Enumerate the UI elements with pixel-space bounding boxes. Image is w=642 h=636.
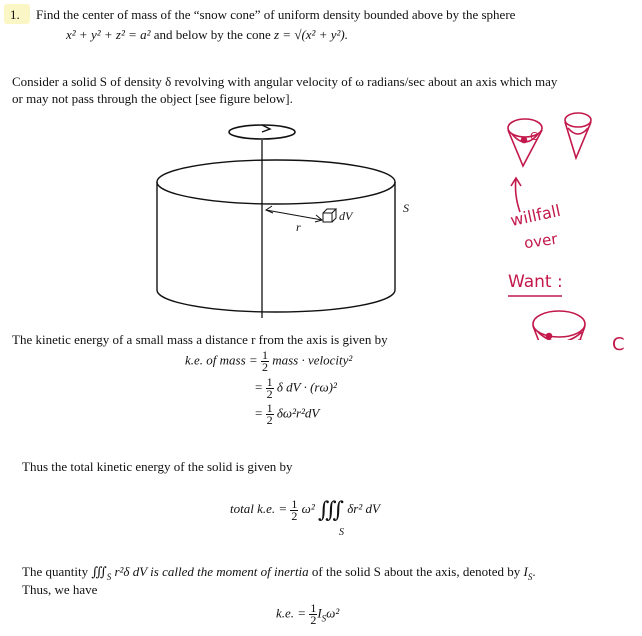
annotation-want: Want : [508, 272, 563, 292]
mass-velocity: mass · velocity² [272, 352, 353, 368]
figure-label-s: S [403, 201, 409, 215]
fraction-half-2: $\frac{1}{2}$ [266, 375, 273, 401]
fraction-half-3: $\frac{1}{2}$ [266, 401, 273, 427]
total-ke-equation: total k.e. = $\frac{1}{2}$ ω² ∭ δr² dV [230, 496, 380, 523]
moment-line-2: Thus, we have [22, 582, 98, 597]
moment-of-inertia-term: moment of inertia [216, 564, 309, 579]
final-equation: k.e. = $\frac{1}{2}$ $I_S\omega^2$ [276, 601, 340, 627]
cylinder-top [157, 160, 395, 204]
fraction-half-1: $\frac{1}{2}$ [261, 348, 268, 374]
problem-line-1: Find the center of mass of the “snow cone” of uniform density bounded above by the sphere [36, 7, 516, 22]
figure-label-dv: dV [339, 209, 353, 223]
context-line-1: Consider a solid S of density δ revolving with angular velocity of ω radians/sec about an axis which may [12, 74, 558, 89]
annotation-over: over [522, 229, 559, 253]
total-ke-lhs: total k.e. = [230, 500, 288, 516]
ke-mass-lhs: k.e. of mass = [185, 352, 258, 368]
problem-line-2-mid: and below by the cone [153, 27, 271, 42]
ke-step-3: δω²r²dV [276, 405, 320, 421]
annotation-c-bottom: C [612, 334, 625, 355]
cone-equation: z = √(x² + y²). [273, 27, 348, 42]
rotation-arrow-head [262, 125, 270, 132]
ke-equation-2: = $\frac{1}{2}$ δ dV · (rω)² [255, 375, 337, 401]
dv-cube-top [323, 209, 336, 222]
problem-number: 1. [10, 7, 20, 22]
total-integrand: δr² dV [347, 500, 380, 516]
radius-arrow [266, 210, 322, 220]
radius-arrow-head-left [266, 206, 273, 213]
ke-equation-1 [185, 350, 352, 373]
dv-cube-front [323, 213, 332, 222]
ke-step-2: δ dV · (rω)² [276, 379, 337, 395]
context-line-2: or may not pass through the object [see figure below]. [12, 91, 293, 106]
fraction-half-5: $\frac{1}{2}$ [310, 601, 317, 627]
moment-line-1: The quantity $∭_S$ r²δ dV is called the moment of inertia of the solid S about the axis, denoted by $I_S$. [22, 564, 536, 582]
integral-region: S [339, 527, 344, 538]
ke-equation-3: = $\frac{1}{2}$ δω²r²dV [255, 401, 320, 427]
annotation-c-top: C [530, 130, 538, 143]
annotation-will-fall: willfall [508, 200, 563, 231]
moment-integral: ∭ [91, 564, 107, 579]
figure-label-r: r [296, 220, 301, 234]
fraction-half-4: $\frac{1}{2}$ [291, 496, 298, 523]
annotation-cone-bottom [508, 296, 610, 340]
cylinder-bottom [157, 290, 395, 312]
sphere-equation: x² + y² + z² = a² [66, 27, 151, 42]
kinetic-intro: The kinetic energy of a small mass a distance r from the axis is given by [12, 332, 388, 347]
total-intro: Thus the total kinetic energy of the solid is given by [22, 459, 293, 474]
annotation-cones-top [508, 113, 591, 212]
triple-integral: ∭ [317, 497, 344, 522]
